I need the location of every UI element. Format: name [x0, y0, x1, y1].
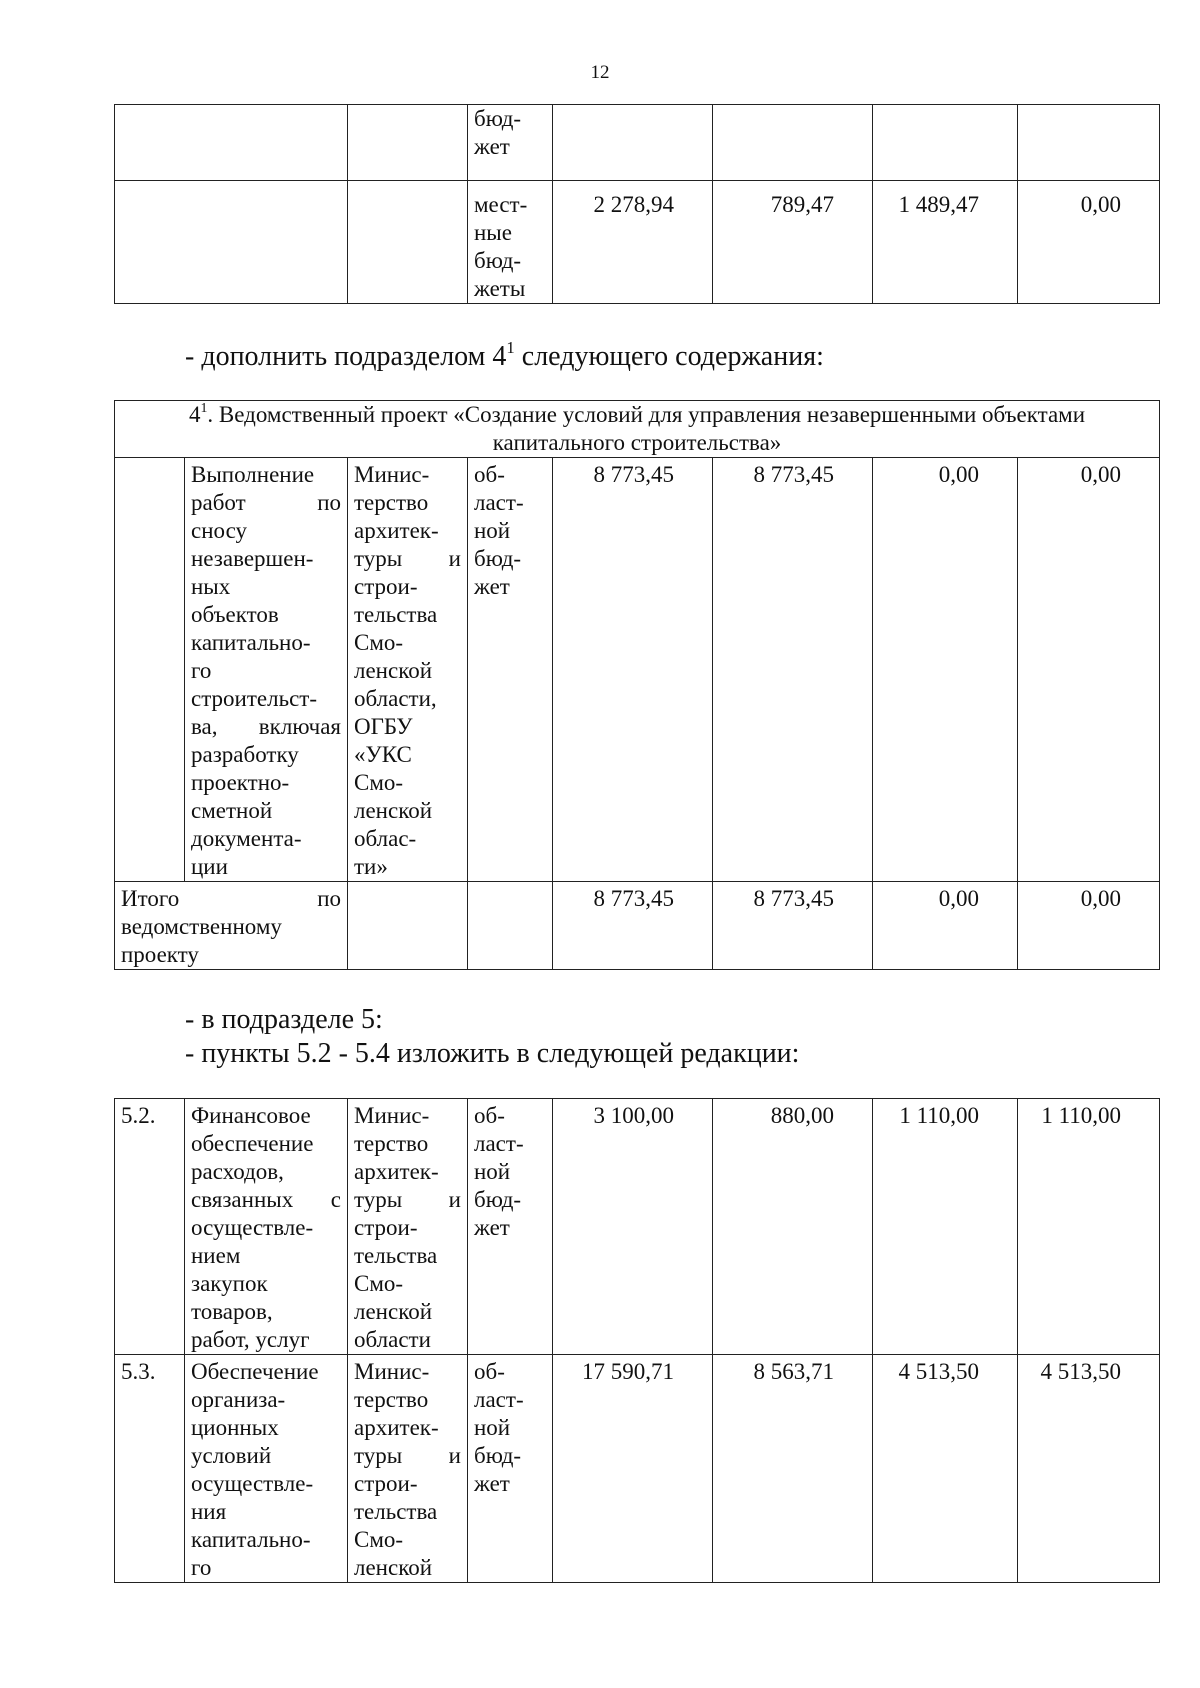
executor-cell: Минис- терство архитек- туры и строи- тельства Смо- ленской области: [348, 1099, 468, 1355]
item-number: 5.2.: [115, 1099, 185, 1355]
executor-cell: Минис- терство архитек- туры и строи- тельства Смо- ленской области, ОГБУ «УКС Смо- ленской облас- ти»: [348, 458, 468, 882]
table-row: [115, 1099, 1160, 1355]
table-row: [115, 458, 1160, 882]
year1-value: 880,00: [713, 1099, 873, 1355]
budget-cell: об- ласт- ной бюд- жет: [468, 458, 553, 882]
total-value: 17 590,71: [553, 1355, 713, 1583]
empty-cell: [115, 181, 348, 304]
empty-cell: [348, 882, 468, 970]
instruction-add-subsection: - дополнить подразделом $4^1$ следующего содержания:: [185, 338, 824, 372]
year1-value: 789,47: [713, 181, 873, 304]
budget-cell: бюд- жет: [468, 105, 553, 181]
item-name-cell: Выполнение работ по сносу незавершен- ных объектов капитально- го строительст- ва, включая разработку проектно- сметной документа- ции: [185, 458, 348, 882]
year3-value: 1 110,00: [1018, 1099, 1160, 1355]
year2-value: 0,00: [873, 882, 1018, 970]
items-table: [114, 1098, 1160, 1583]
continuation-table: [114, 104, 1160, 304]
budget-cell: об- ласт- ной бюд- жет: [468, 1099, 553, 1355]
year3-value: 0,00: [1018, 882, 1160, 970]
instruction-items-5-2-5-4: - пункты 5.2 - 5.4 изложить в следующей редакции:: [185, 1038, 800, 1069]
year1-value: 8 773,45: [713, 882, 873, 970]
year1-value: 8 773,45: [713, 458, 873, 882]
budget-cell: мест- ные бюд- жеты: [468, 181, 553, 304]
total-value: 2 278,94: [553, 181, 713, 304]
project-title: $4^1$. Ведомственный проект «Создание условий для управления незавершенными объектами капитального строительства»: [115, 401, 1160, 458]
table-row: [115, 181, 1160, 304]
year3-value: 4 513,50: [1018, 1355, 1160, 1583]
year3-value: 0,00: [1018, 458, 1160, 882]
project-table: [114, 400, 1160, 970]
total-value: 3 100,00: [553, 1099, 713, 1355]
year2-value: 0,00: [873, 458, 1018, 882]
total-label-cell: Итого по ведомственному проекту: [115, 882, 348, 970]
year2-value: 4 513,50: [873, 1355, 1018, 1583]
year2-value: 1 489,47: [873, 181, 1018, 304]
year2-value: 1 110,00: [873, 1099, 1018, 1355]
page-number: 12: [590, 62, 610, 83]
instruction-subsection-5: - в подразделе 5:: [185, 1004, 383, 1035]
year1-value: 8 563,71: [713, 1355, 873, 1583]
empty-cell: [348, 181, 468, 304]
year3-value: 0,00: [1018, 181, 1160, 304]
table-row: [115, 105, 1160, 181]
total-value: 8 773,45: [553, 882, 713, 970]
item-number-cell: [115, 458, 185, 882]
empty-cell: [348, 105, 468, 181]
table-row: [115, 1355, 1160, 1583]
item-name-cell: Обеспечение организа- ционных условий осуществле- ния капитально- го: [185, 1355, 348, 1583]
executor-cell: Минис- терство архитек- туры и строи- тельства Смо- ленской: [348, 1355, 468, 1583]
empty-cell: [468, 882, 553, 970]
budget-cell: об- ласт- ной бюд- жет: [468, 1355, 553, 1583]
empty-cell: [115, 105, 348, 181]
table-header-row: [115, 401, 1160, 458]
total-row: [115, 882, 1160, 970]
item-name-cell: Финансовое обеспечение расходов, связанных с осуществле- нием закупок товаров, работ, услуг: [185, 1099, 348, 1355]
total-value: 8 773,45: [553, 458, 713, 882]
item-number: 5.3.: [115, 1355, 185, 1583]
